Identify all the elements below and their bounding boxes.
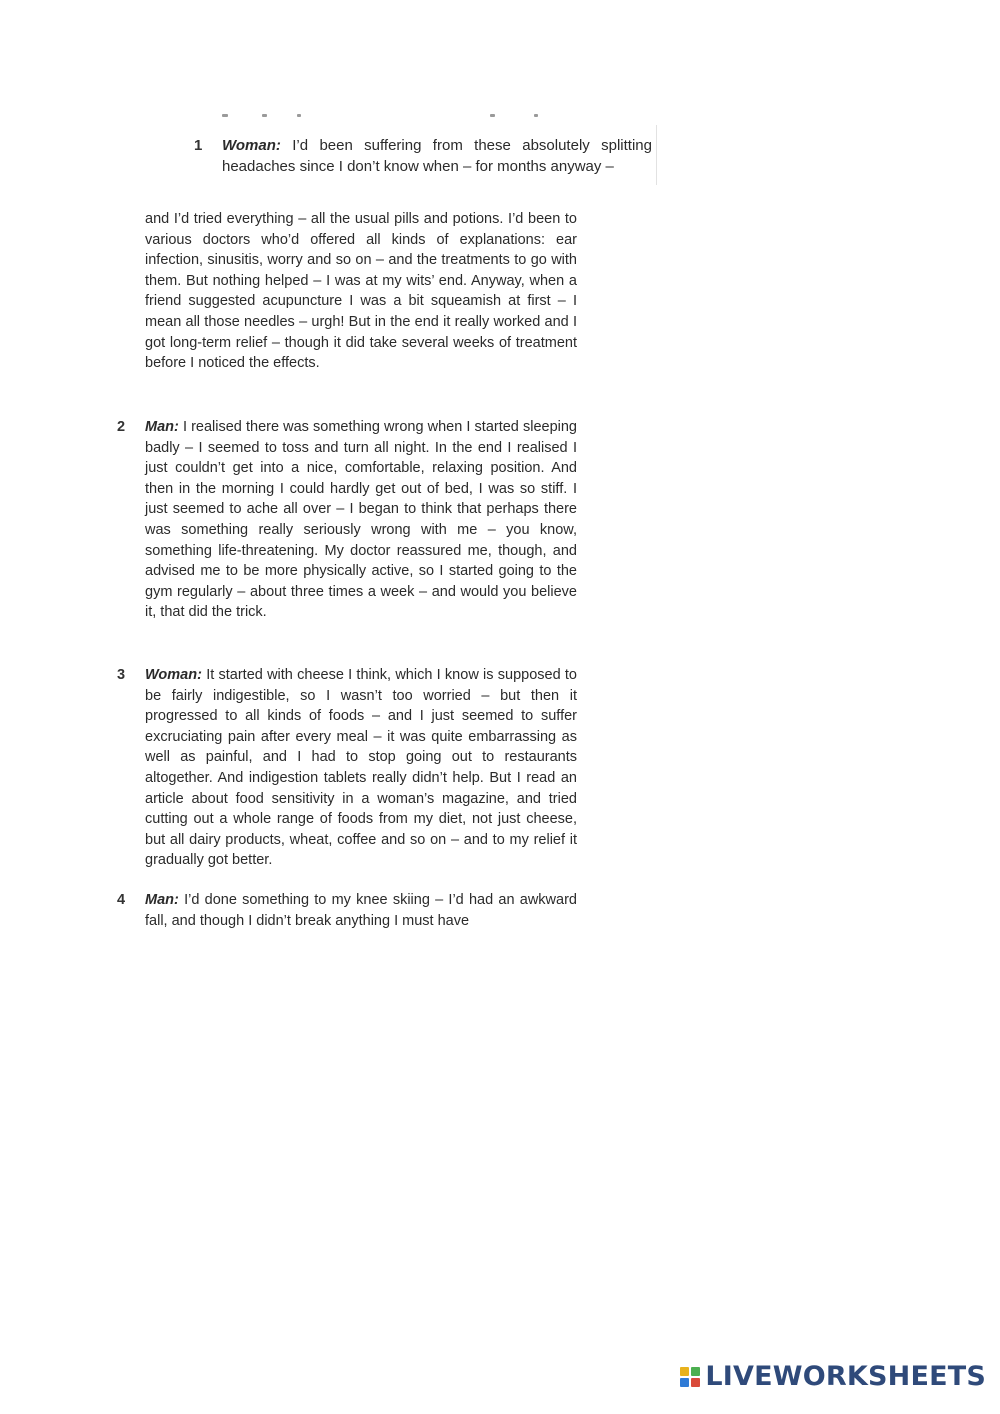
section-2 — [117, 417, 577, 623]
cropped-top-line — [222, 114, 552, 120]
speaker-label: Woman: — [145, 667, 202, 683]
section-1-continued — [145, 209, 577, 374]
logo-squares-icon — [680, 1367, 700, 1387]
speaker-label: Man: — [145, 419, 179, 435]
section-1 — [194, 135, 652, 177]
brand-name: LIVEWORKSHEETS — [705, 1361, 986, 1392]
speaker-label: Woman: — [222, 137, 281, 154]
liveworksheets-logo — [680, 1361, 986, 1392]
section-number: 2 — [117, 419, 126, 435]
section-text: I realised there was something wrong when I started sleeping badly – I seemed to toss and turn all night. In the end I realised I just couldn’t get into a nice, comfortable, relaxing position. And then in the morning I could hardly get out of bed, I was so stiff. I just seemed to ache all over – I began to think that perhaps there was something really seriously wrong with me – you know, something life-threatening. My doctor reassured me, though, and advised me to be more physically active, so I started going to the gym regularly – about three times a week – and would you believe it, that did the trick. — [145, 419, 577, 621]
section-4 — [117, 890, 577, 931]
scan-edge — [656, 125, 657, 185]
section-3 — [117, 665, 577, 871]
section-number: 1 — [194, 137, 203, 154]
section-text: I’d done something to my knee skiing – I’d had an awkward fall, and though I didn’t break anything I must have — [145, 892, 577, 929]
speaker-label: Man: — [145, 892, 179, 908]
section-text: and I’d tried everything – all the usual pills and potions. I’d been to various doctors who’d offered all kinds of explanations: ear infection, sinusitis, worry and so on – and the treatments to go with them. But nothing helped – I was at my wits’ end. Anyway, when a friend suggested acupuncture I was a bit squeamish at first – I mean all those needles – urgh! But in the end it really worked and I got long-term relief – though it did take several weeks of treatment before I noticed the effects. — [145, 211, 577, 372]
section-text: I’d been suffering from these absolutely splitting headaches since I don’t know when – for months anyway – — [222, 137, 652, 175]
section-number: 4 — [117, 892, 126, 908]
section-text: It started with cheese I think, which I know is supposed to be fairly indigestible, so I wasn’t too worried – but then it progressed to all kinds of foods – and I just seemed to suffer excruciating pain after every meal – it was quite embarrassing as well as painful, and I had to stop going out to restaurants altogether. And indigestion tablets really didn’t help. But I read an article about food sensitivity in a woman’s magazine, and tried cutting out a whole range of foods from my diet, not just cheese, but all dairy products, wheat, coffee and so on – and to my relief it gradually got better. — [145, 667, 577, 869]
section-number: 3 — [117, 667, 126, 683]
